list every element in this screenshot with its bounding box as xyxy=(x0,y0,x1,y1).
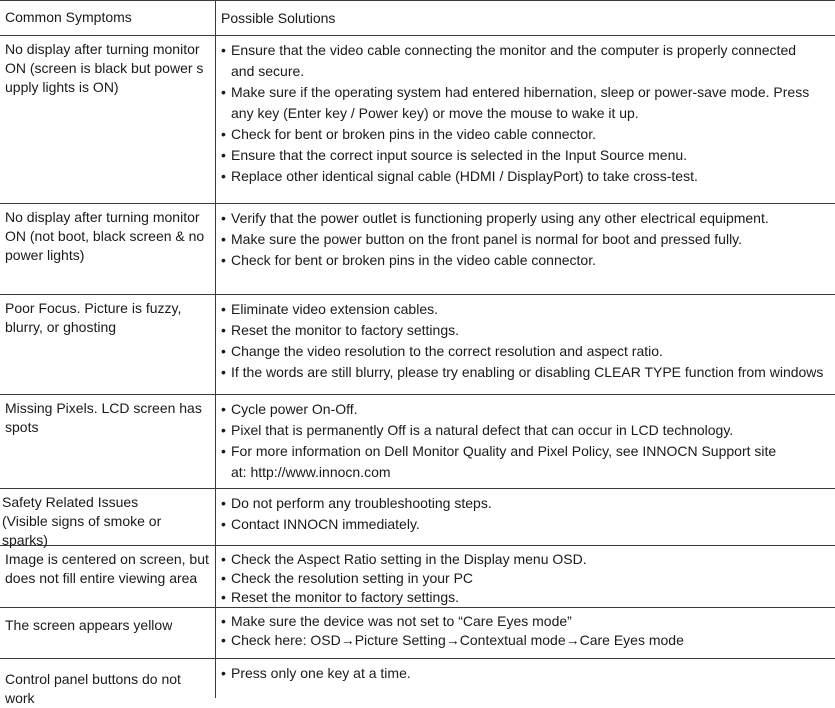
solution-item: • Verify that the power outlet is functioning properly using any other electrical equipment. xyxy=(221,208,835,229)
table-row xyxy=(0,35,835,203)
bullet-icon: • xyxy=(221,147,226,163)
bullet-icon: • xyxy=(221,613,226,629)
symptom-line: spots xyxy=(5,419,39,435)
table-row xyxy=(0,607,835,658)
header-possible-solutions: Possible Solutions xyxy=(221,10,336,26)
bullet-icon: • xyxy=(221,231,226,247)
solution-item: • Eliminate video extension cables. xyxy=(221,299,835,320)
bullet-icon: • xyxy=(221,301,226,317)
bullet-icon: • xyxy=(221,516,226,532)
symptom-line: (Visible signs of smoke or sparks) xyxy=(2,513,162,548)
solution-item: • Contact INNOCN immediately. xyxy=(221,514,835,535)
solution-item: • Check here: OSD→Picture Setting→Contextual mode→Care Eyes mode xyxy=(221,632,684,648)
bullet-icon: • xyxy=(221,551,226,567)
symptom-cell xyxy=(0,204,216,294)
bullet-icon: • xyxy=(221,632,226,648)
solution-continuation: any key (Enter key / Power key) or move the mouse to wake it up. xyxy=(231,105,639,121)
symptom-line: The screen appears yellow xyxy=(5,617,173,633)
symptom-line: power lights) xyxy=(5,247,85,263)
solution-item: • Pixel that is permanently Off is a natural defect that can occur in LCD technology. xyxy=(221,420,835,441)
bullet-icon: • xyxy=(221,665,226,681)
table-header-row xyxy=(0,0,835,35)
solution-continuation: and secure. xyxy=(231,63,305,79)
symptom-line: Missing Pixels. LCD screen has xyxy=(5,400,202,416)
bullet-icon: • xyxy=(221,84,226,100)
bullet-icon: • xyxy=(221,322,226,338)
symptom-cell xyxy=(0,608,216,658)
bullet-icon: • xyxy=(221,401,226,417)
bullet-icon: • xyxy=(221,168,226,184)
symptom-cell xyxy=(0,395,216,488)
solution-item: • Check the resolution setting in your PC xyxy=(221,570,474,586)
solution-item: • If the words are still blurry, please try enabling or disabling CLEAR TYPE function from windows xyxy=(221,362,835,383)
bullet-icon: • xyxy=(221,343,226,359)
solutions-cell xyxy=(216,204,835,294)
solutions-cell xyxy=(216,395,835,488)
solutions-cell xyxy=(216,608,835,658)
symptom-line: No display after turning monitor xyxy=(5,209,200,225)
solutions-cell xyxy=(216,295,835,394)
table-row xyxy=(0,394,835,488)
symptom-line: Poor Focus. Picture is fuzzy, xyxy=(5,300,182,316)
solution-continuation: at: http://www.innocn.com xyxy=(231,464,391,480)
symptom-cell xyxy=(0,659,216,706)
solution-item: • Ensure that the correct input source is selected in the Input Source menu. xyxy=(221,145,835,166)
solution-item: • Cycle power On-Off. xyxy=(221,399,835,420)
solution-item: • Check the Aspect Ratio setting in the Display menu OSD. xyxy=(221,551,587,567)
symptom-line: does not fill entire viewing area xyxy=(5,570,198,586)
bullet-icon: • xyxy=(221,570,226,586)
bullet-icon: • xyxy=(221,495,226,511)
symptom-line: Image is centered on screen, but xyxy=(5,551,209,567)
symptom-line: Control panel buttons do not work xyxy=(5,671,181,706)
solution-item: • Make sure the device was not set to “Care Eyes mode” xyxy=(221,613,572,629)
solution-item: • Check for bent or broken pins in the video cable connector. xyxy=(221,124,835,145)
symptom-cell xyxy=(0,489,216,548)
bullet-icon: • xyxy=(221,422,226,438)
symptom-cell xyxy=(0,295,216,394)
table-row xyxy=(0,545,835,607)
symptom-line: No display after turning monitor xyxy=(5,41,200,57)
solution-item: • Make sure if the operating system had entered hibernation, sleep or power-save mode. Press xyxy=(221,82,835,103)
solutions-cell xyxy=(216,546,835,607)
bullet-icon: • xyxy=(221,589,226,605)
table-row xyxy=(0,203,835,294)
solutions-cell xyxy=(216,659,835,698)
bullet-icon: • xyxy=(221,443,226,459)
symptom-line: ON (screen is black but power s xyxy=(5,60,204,76)
solution-item: • Make sure the power button on the front panel is normal for boot and pressed fully. xyxy=(221,229,835,250)
solution-item: • Check for bent or broken pins in the video cable connector. xyxy=(221,250,835,271)
bullet-icon: • xyxy=(221,210,226,226)
table-row xyxy=(0,294,835,394)
symptom-cell xyxy=(0,546,216,607)
solution-item: • For more information on Dell Monitor Quality and Pixel Policy, see INNOCN Support site xyxy=(221,441,835,462)
solution-item: • Ensure that the video cable connecting the monitor and the computer is properly connected xyxy=(221,40,835,61)
solution-item: • Do not perform any troubleshooting steps. xyxy=(221,493,835,514)
table-row xyxy=(0,488,835,548)
bullet-icon: • xyxy=(221,364,226,380)
solutions-cell xyxy=(216,489,835,545)
solution-item: • Change the video resolution to the correct resolution and aspect ratio. xyxy=(221,341,835,362)
symptom-line: Safety Related Issues xyxy=(2,494,139,510)
header-common-symptoms: Common Symptoms xyxy=(0,1,216,35)
symptom-line: upply lights is ON) xyxy=(5,79,119,95)
symptom-line: ON (not boot, black screen & no xyxy=(5,228,205,244)
symptom-line: blurry, or ghosting xyxy=(5,319,117,335)
solutions-cell xyxy=(216,36,835,203)
solution-item: • Reset the monitor to factory settings. xyxy=(221,320,835,341)
symptom-cell xyxy=(0,36,216,203)
solution-item: • Reset the monitor to factory settings. xyxy=(221,589,459,605)
bullet-icon: • xyxy=(221,252,226,268)
solution-item: • Replace other identical signal cable (HDMI / DisplayPort) to take cross-test. xyxy=(221,166,835,187)
bullet-icon: • xyxy=(221,126,226,142)
bullet-icon: • xyxy=(221,42,226,58)
table-row xyxy=(0,658,835,706)
solution-item: • Press only one key at a time. xyxy=(221,663,835,684)
